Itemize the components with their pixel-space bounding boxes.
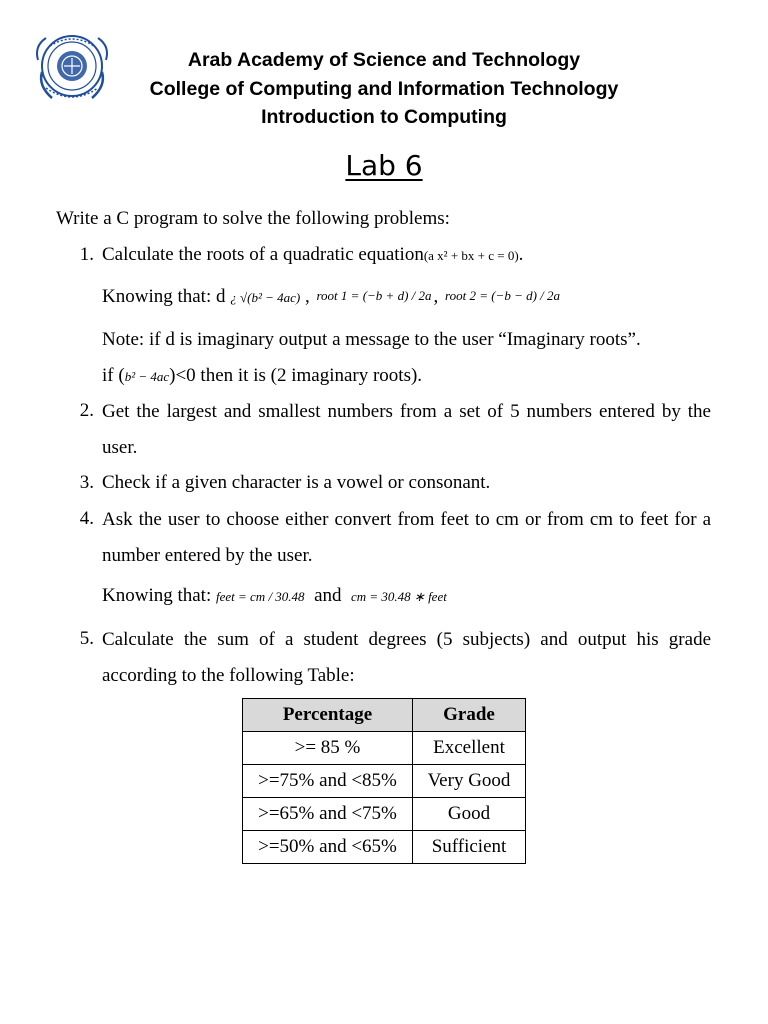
problem-1-statement: Calculate the roots of a quadratic equation (102, 244, 424, 265)
feet-formula: feet = cm / 30.48 (216, 589, 305, 604)
root-2-formula: root 2 = (−b − d) / 2a (445, 288, 561, 304)
condition-suffix: )<0 then it is (2 imaginary roots). (169, 365, 423, 386)
table-row (243, 732, 526, 765)
grade-cell: Sufficient (413, 831, 526, 864)
grade-cell: Good (413, 798, 526, 831)
quadratic-equation: (a x² + bx + c = 0) (423, 248, 519, 263)
problem-1-condition (102, 363, 422, 390)
table-header-row (243, 699, 526, 732)
problem-1-text: Calculate the roots of a quadratic equation(a x² + bx + c = 0). (102, 244, 524, 265)
percentage-cell: >= 85 % (243, 732, 413, 765)
grade-cell: Very Good (413, 765, 526, 798)
root-1-formula: root 1 = (−b + d) / 2a (316, 288, 432, 304)
cm-formula: cm = 30.48 ∗ feet (351, 589, 447, 604)
problem-4-number: 4. (79, 508, 94, 529)
problem-3-text: Check if a given character is a vowel or consonant. (102, 472, 491, 493)
grade-cell: Excellent (413, 732, 526, 765)
table-row (243, 831, 526, 864)
header-grade: Grade (413, 699, 526, 732)
problem-1-formulas: Knowing that: d ¿ √(b² − 4ac) , root 1 = (−b + d) / 2a , root 2 = (−b − d) / 2a (102, 284, 562, 311)
table-row (243, 798, 526, 831)
table-row (243, 765, 526, 798)
condition-prefix: if ( (102, 365, 125, 386)
college-name: College of Computing and Information Technology (149, 77, 619, 100)
knowing-that-label-4: Knowing that: (102, 585, 212, 606)
problem-4-text: Ask the user to choose either convert from feet to cm or from cm to feet for a number entered by the user. (102, 509, 711, 566)
problem-5-number: 5. (79, 628, 94, 649)
document-header (0, 46, 768, 132)
knowing-that-label-1: Knowing that: d (102, 286, 226, 307)
d-formula: ¿ √(b² − 4ac) (230, 290, 301, 305)
intro-text: Write a C program to solve the following problems: (56, 208, 450, 229)
and-word: and (314, 585, 342, 606)
problem-4-formulas (102, 583, 447, 610)
course-name: Introduction to Computing (261, 106, 507, 128)
institution-name: Arab Academy of Science and Technology (187, 49, 581, 71)
problem-3-number: 3. (79, 472, 94, 493)
problem-2-text: Get the largest and smallest numbers from a set of 5 numbers entered by the user. (102, 401, 711, 458)
grade-table (242, 698, 526, 864)
problem-1-number: 1. (79, 244, 94, 265)
problem-1-note: Note: if d is imaginary output a message to the user “Imaginary roots”. (102, 329, 641, 350)
percentage-cell: >=65% and <75% (243, 798, 413, 831)
percentage-cell: >=50% and <65% (243, 831, 413, 864)
problem-2-number: 2. (79, 400, 94, 421)
discriminant-expression: b² − 4ac (124, 369, 170, 384)
problem-5-text: Calculate the sum of a student degrees (5 subjects) and output his grade according to the following Table: (102, 629, 711, 686)
percentage-cell: >=75% and <85% (243, 765, 413, 798)
lab-title (0, 148, 768, 184)
header-percentage: Percentage (243, 699, 413, 732)
lab-title-text: Lab 6 (345, 149, 423, 182)
